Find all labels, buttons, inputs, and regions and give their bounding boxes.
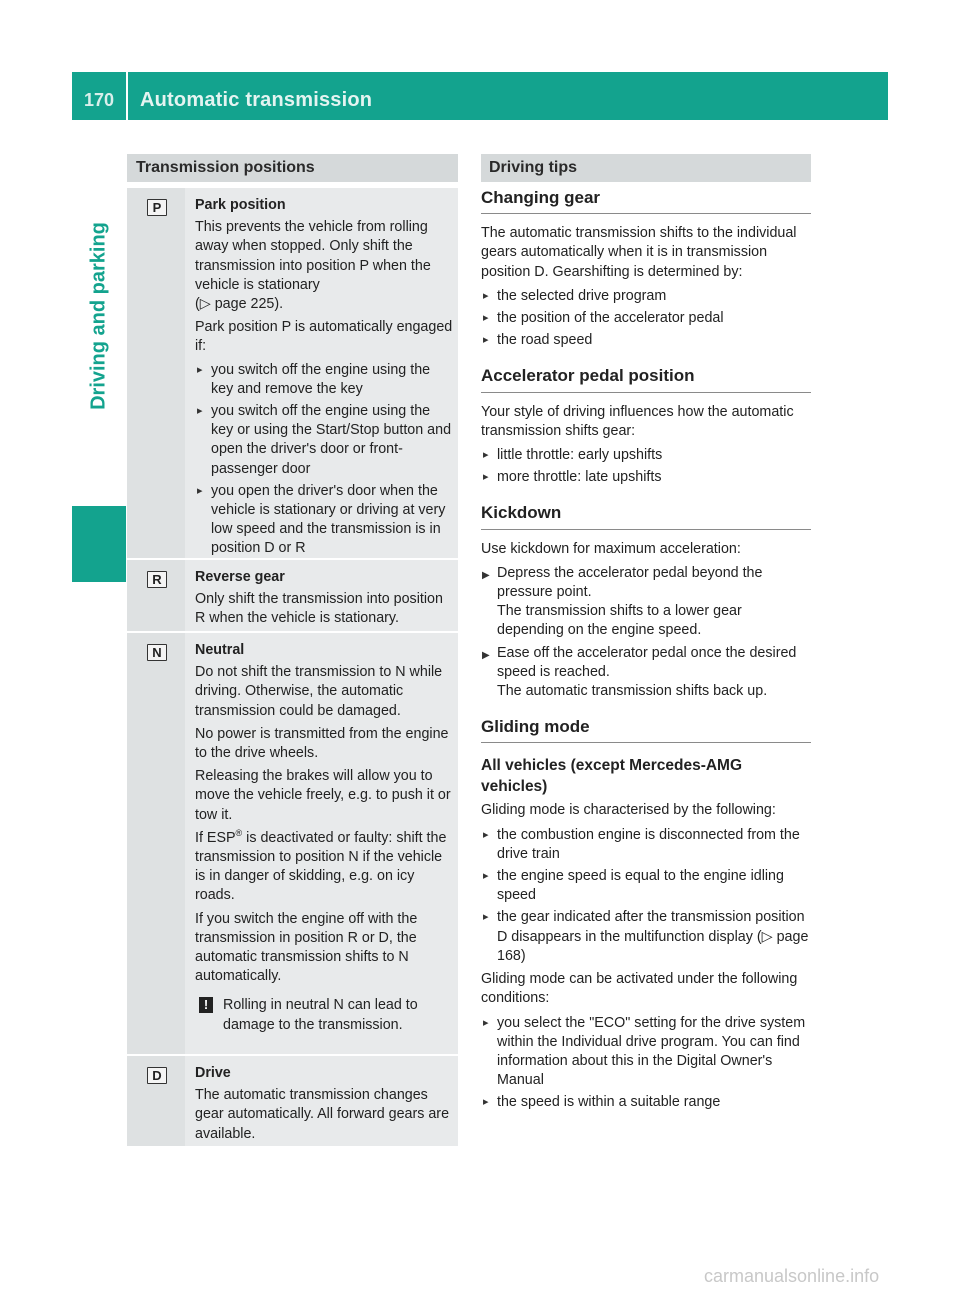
list-item: ▶ Ease off the accelerator pedal once the desired speed is reached. The automatic transmission shifts back up. [481,644,811,702]
transmission-positions-table [127,188,458,1146]
reverse-cell [195,568,453,633]
neutral-text-2: No power is transmitted from the engine to the drive wheels. [195,725,449,762]
page-title: Automatic transmission [140,89,373,111]
neutral-cell [195,641,453,1035]
kickdown-text: Use kickdown for maximum acceleration: [481,540,741,557]
gliding-mode-conditions [481,1014,811,1113]
list-item: ▸ you switch off the engine using the key or using the Start/Stop button and open the driver's door or front-passenger door [195,402,453,479]
park-cell [195,196,453,562]
changing-gear-heading: Changing gear [481,188,811,214]
neutral-title: Neutral [195,642,245,658]
neutral-text-3: Releasing the brakes will allow you to move the vehicle freely, e.g. to push it or tow it. [195,768,451,823]
park-title: Park position [195,197,286,213]
list-item: ▸ the engine speed is equal to the engine idling speed [481,867,811,905]
transmission-positions-heading: Transmission positions [127,154,458,182]
neutral-text-4: If ESP® is deactivated or faulty: shift the transmission to position N if the vehicle is in danger of skidding, e.g. on icy roads. [195,828,447,904]
list-item: ▸ you select the "ECO" setting for the drive system within the Individual drive program. You can find information about this in the Digital Owner's Manual [481,1014,811,1091]
changing-gear-text: The automatic transmission shifts to the individual gears automatically when it is in transmission position D. Gearshifting is determined by: [481,225,797,280]
list-item: ▸ the selected drive program [481,287,811,306]
warning-text: Rolling in neutral N can lead to damage to the transmission. [223,997,418,1033]
list-item: ▶ Depress the accelerator pedal beyond the pressure point. The transmission shifts to a lower gear depending on the engine speed. [481,564,811,641]
gliding-mode-heading: Gliding mode [481,717,811,743]
driving-tips-heading: Driving tips [481,154,811,182]
reverse-title: Reverse gear [195,569,285,585]
chapter-side-tab [72,134,126,498]
watermark: carmanualsonline.info [704,1266,880,1286]
gliding-mode-bullets [481,826,811,966]
list-item: ▸ little throttle: early upshifts [481,446,811,465]
list-item: ▸ the combustion engine is disconnected from the drive train [481,826,811,864]
drive-cell [195,1064,453,1148]
park-auto-text: Park position P is automatically engaged if: [195,319,453,355]
page-number: 170 [83,90,115,110]
list-item: ▸ the speed is within a suitable range [481,1093,811,1112]
neutral-text-1: Do not shift the transmission to N while driving. Otherwise, the automatic transmission could be damaged. [195,664,443,719]
park-text: This prevents the vehicle from rolling away when stopped. Only shift the transmission into position P when the vehicle is stationary (▷ page 225). [195,219,431,313]
key-column [127,188,185,1146]
neutral-warning [195,996,453,1034]
warning-icon: ! [199,997,213,1013]
reverse-text: Only shift the transmission into position R when the vehicle is stationary. [195,591,443,627]
row-divider [127,1054,458,1056]
list-item: ▸ the gear indicated after the transmission position D disappears in the multifunction display (▷ page 168) [481,908,811,966]
list-item: ▸ the position of the accelerator pedal [481,309,811,328]
drive-title: Drive [195,1065,231,1081]
list-item: ▸ the road speed [481,331,811,350]
gear-r-icon: R [147,571,167,588]
gliding-mode-text: Gliding mode is characterised by the following: [481,802,776,819]
list-item: ▸ more throttle: late upshifts [481,468,811,487]
driving-tips-content [481,188,811,1117]
header-divider [126,72,128,120]
accelerator-heading: Accelerator pedal position [481,366,811,392]
list-item: ▸ you open the driver's door when the vehicle is stationary or driving at very low speed and the transmission is in position D or R [195,482,453,559]
accelerator-text: Your style of driving influences how the automatic transmission shifts gear: [481,403,794,439]
chapter-marker-block [72,506,126,582]
park-bullets [195,361,453,559]
gear-d-icon: D [147,1067,167,1084]
neutral-text-5: If you switch the engine off with the transmission in position R or D, the automatic transmission shifts to N automatically. [195,910,418,985]
row-divider [127,558,458,560]
chapter-label: Driving and parking [87,222,110,410]
gliding-mode-subheading: All vehicles (except Mercedes-AMG vehicles) [481,757,743,796]
gear-n-icon: N [147,644,167,661]
row-divider [127,631,458,633]
kickdown-steps [481,564,811,701]
list-item: ▸ you switch off the engine using the key and remove the key [195,361,453,399]
drive-text: The automatic transmission changes gear automatically. All forward gears are available. [195,1087,450,1142]
changing-gear-bullets [481,287,811,351]
accelerator-bullets [481,446,811,487]
gear-p-icon: P [147,199,167,216]
kickdown-heading: Kickdown [481,503,811,529]
gliding-mode-conditions-text: Gliding mode can be activated under the following conditions: [481,971,798,1007]
